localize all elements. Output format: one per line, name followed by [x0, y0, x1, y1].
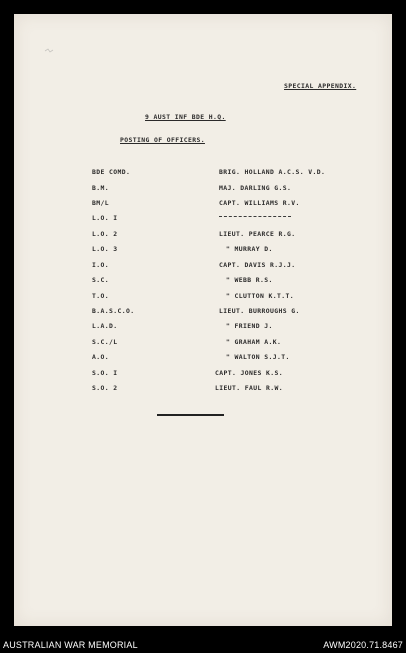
posting-role: A.O. [92, 353, 109, 361]
posting-officer: MAJ. DARLING G.S. [219, 184, 292, 192]
posting-role: S.C./L [92, 338, 118, 346]
posting-officer: CAPT. JONES K.S. [215, 369, 283, 377]
posting-role: T.O. [92, 292, 109, 300]
posting-officer: LIEUT. PEARCE R.G. [219, 230, 296, 238]
document-title: POSTING OF OFFICERS. [120, 136, 205, 144]
posting-officer: " CLUTTON K.T.T. [226, 292, 294, 300]
posting-role: I.O. [92, 261, 109, 269]
posting-role: B.M. [92, 184, 109, 192]
footer-institution: AUSTRALIAN WAR MEMORIAL [3, 640, 138, 650]
posting-officer: " FRIEND J. [226, 322, 273, 330]
posting-officer: LIEUT. BURROUGHS G. [219, 307, 300, 315]
posting-role: S.O. 2 [92, 384, 118, 392]
posting-officer: CAPT. DAVIS R.J.J. [219, 261, 296, 269]
document-page [14, 14, 392, 626]
posting-officer: CAPT. WILLIAMS R.V. [219, 199, 300, 207]
posting-role: S.O. I [92, 369, 118, 377]
posting-officer: BRIG. HOLLAND A.C.S. V.D. [219, 168, 326, 176]
posting-role: BDE COMD. [92, 168, 131, 176]
posting-role: B.A.S.C.O. [92, 307, 135, 315]
posting-officer: LIEUT. FAUL R.W. [215, 384, 283, 392]
posting-role: L.O. I [92, 214, 118, 222]
posting-role: BM/L [92, 199, 109, 207]
posting-role: L.O. 2 [92, 230, 118, 238]
closing-rule [157, 414, 224, 416]
posting-role: L.A.D. [92, 322, 118, 330]
footer-accession: AWM2020.71.8467 [323, 640, 403, 650]
appendix-heading: SPECIAL APPENDIX. [284, 82, 357, 90]
posting-officer: " WEBB R.S. [226, 276, 273, 284]
posting-officer: " WALTON S.J.T. [226, 353, 290, 361]
vacant-posting-line [219, 216, 291, 217]
posting-role: L.O. 3 [92, 245, 118, 253]
posting-role: S.C. [92, 276, 109, 284]
unit-heading: 9 AUST INF BDE H.Q. [145, 113, 226, 121]
paper-mark [44, 48, 54, 54]
posting-officer: " GRAHAM A.K. [226, 338, 282, 346]
posting-officer: " MURRAY D. [226, 245, 273, 253]
